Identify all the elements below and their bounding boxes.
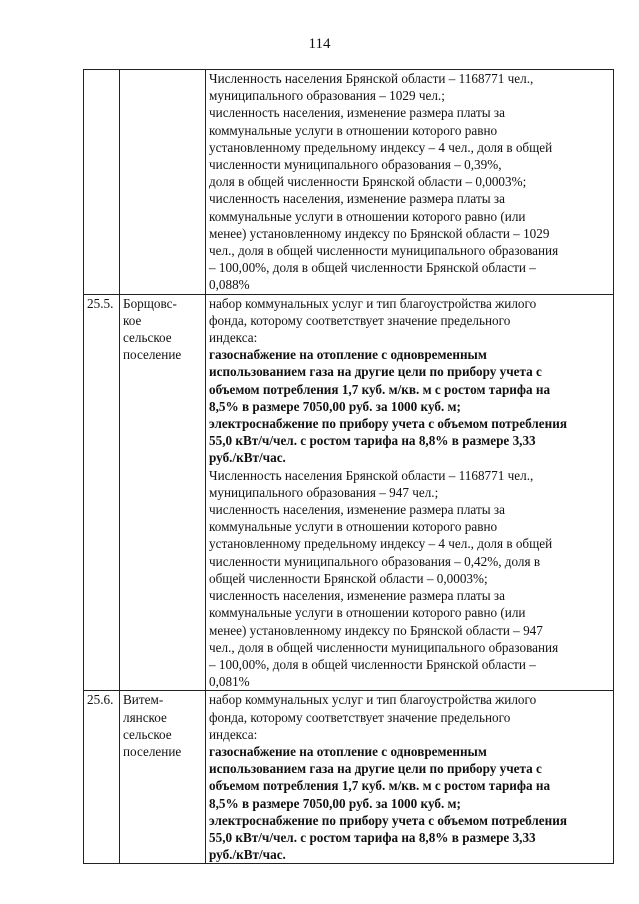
row-number-cell: 25.6. (84, 691, 120, 864)
description-line: численность населения, изменение размера платы за (209, 191, 505, 207)
description-line: набор коммунальных услуг и тип благоустройства жилого (209, 692, 537, 708)
description-line: доля в общей численности Брянской области – 0,0003%; (209, 174, 527, 190)
description-line: газоснабжение на отопление с одновременным (209, 743, 487, 759)
settlement-name-cell (120, 294, 206, 691)
table-body (84, 70, 614, 864)
settlement-name-cell (120, 70, 206, 295)
description-line: использованием газа на другие цели по прибору учета с (209, 761, 542, 777)
description-line: – 100,00%, доля в общей численности Брянской области – (209, 260, 536, 276)
table-row (84, 294, 614, 691)
description-line: численность населения, изменение размера платы за (209, 502, 505, 518)
page-number: 114 (308, 36, 331, 52)
description-line: установленному предельному индексу – 4 чел., доля в общей (209, 139, 553, 155)
description-line: муниципального образования – 947 чел.; (209, 484, 439, 500)
description-cell (206, 70, 614, 295)
description-line: набор коммунальных услуг и тип благоустройства жилого (209, 295, 537, 311)
description-line: чел., доля в общей численности муниципального образования (209, 639, 559, 655)
description-line: менее) установленному индексу по Брянской области – 1029 (209, 225, 550, 241)
description-line: коммунальные услуги в отношении которого равно (или (209, 605, 526, 621)
settlement-name-line: поселение (123, 347, 182, 363)
description-line: чел., доля в общей численности муниципального образования (209, 243, 559, 259)
description-line: руб./кВт/час. (209, 847, 286, 863)
description-line: электроснабжение по прибору учета с объемом потребления (209, 812, 567, 828)
description-line: установленному предельному индексу – 4 чел., доля в общей (209, 536, 553, 552)
description-line: муниципального образования – 1029 чел.; (209, 88, 445, 104)
settlement-name-line: Витем- (123, 692, 164, 708)
description-line: объемом потребления 1,7 куб. м/кв. м с ростом тарифа на (209, 381, 551, 397)
description-line: 55,0 кВт/ч/чел. с ростом тарифа на 8,8% в размере 3,33 (209, 433, 536, 449)
description-line: общей численности Брянской области – 0,0003%; (209, 570, 488, 586)
description-line: руб./кВт/час. (209, 450, 286, 466)
table-row (84, 691, 614, 864)
description-line: коммунальные услуги в отношении которого равно (209, 519, 498, 535)
description-line: численности муниципального образования – 0,42%, доля в (209, 553, 541, 569)
description-line: объемом потребления 1,7 куб. м/кв. м с ростом тарифа на (209, 778, 551, 794)
description-line: менее) установленному индексу по Брянской области – 947 (209, 622, 543, 638)
description-line: использованием газа на другие цели по прибору учета с (209, 364, 542, 380)
settlement-name-line: поселение (123, 743, 182, 759)
settlement-name-line: лянское (123, 709, 167, 725)
row-number-cell (84, 70, 120, 295)
settlement-name-line: кое (123, 312, 142, 328)
tariff-table (83, 69, 614, 864)
description-line: 8,5% в размере 7050,00 руб. за 1000 куб. м; (209, 398, 461, 414)
description-line: фонда, которому соответствует значение предельного (209, 312, 511, 328)
description-cell (206, 294, 614, 691)
description-line: электроснабжение по прибору учета с объемом потребления (209, 416, 567, 432)
description-line: коммунальные услуги в отношении которого равно (или (209, 208, 526, 224)
description-line: численность населения, изменение размера платы за (209, 105, 505, 121)
settlement-name-line: сельское (123, 726, 172, 742)
description-line: 0,088% (209, 277, 250, 293)
description-line: численности муниципального образования – 0,39%, (209, 157, 502, 173)
description-line: Численность населения Брянской области – 1168771 чел., (209, 467, 534, 483)
description-line: численность населения, изменение размера платы за (209, 588, 505, 604)
settlement-name-line: сельское (123, 330, 172, 346)
settlement-name-line: Борщовс- (123, 295, 177, 311)
description-line: фонда, которому соответствует значение предельного (209, 709, 511, 725)
description-line: индекса: (209, 726, 258, 742)
description-line: – 100,00%, доля в общей численности Брянской области – (209, 656, 536, 672)
description-line: газоснабжение на отопление с одновременным (209, 347, 487, 363)
description-line: Численность населения Брянской области – 1168771 чел., (209, 71, 534, 86)
settlement-name-cell (120, 691, 206, 864)
table-row (84, 70, 614, 295)
description-line: 8,5% в размере 7050,00 руб. за 1000 куб. м; (209, 795, 461, 811)
description-line: индекса: (209, 330, 258, 346)
description-line: 0,081% (209, 674, 250, 690)
description-line: 55,0 кВт/ч/чел. с ростом тарифа на 8,8% в размере 3,33 (209, 829, 536, 845)
description-cell (206, 691, 614, 864)
row-number-cell: 25.5. (84, 294, 120, 691)
description-line: коммунальные услуги в отношении которого равно (209, 122, 498, 138)
